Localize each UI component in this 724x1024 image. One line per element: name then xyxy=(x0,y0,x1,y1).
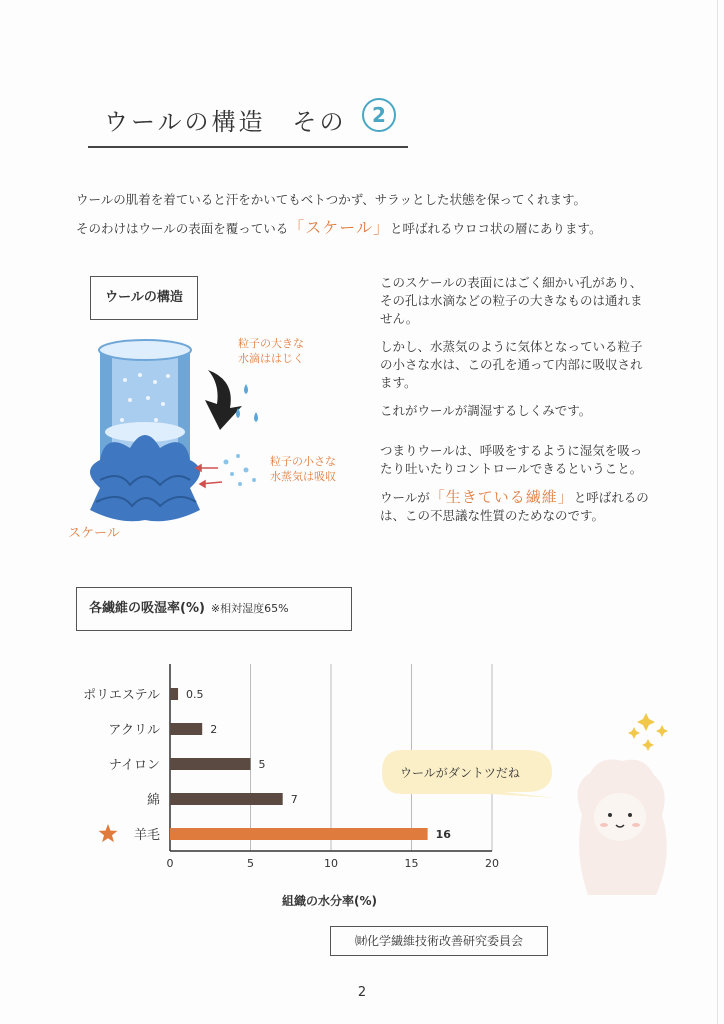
chart-value-label: 7 xyxy=(290,793,298,806)
label-small-particles xyxy=(270,454,336,484)
chart-bar xyxy=(170,828,428,840)
absorb-arrow-icons xyxy=(196,465,222,487)
page-title xyxy=(88,92,408,148)
chart-header xyxy=(76,587,352,631)
explanation-p2: しかし、水蒸気のように気体となっている粒子の小さな水は、この孔を通って内部に吸収されます。 xyxy=(380,339,643,390)
vapor-dots-icon xyxy=(224,454,257,486)
chart-tick-label: 15 xyxy=(404,857,419,870)
sheep-eye-right xyxy=(628,813,632,817)
chart-tick-label: 5 xyxy=(247,857,254,870)
explanation-p5-pre: ウールが xyxy=(380,490,430,505)
chart-tick-label: 0 xyxy=(166,857,174,870)
bubble-text: ウールがダントツだね xyxy=(400,766,520,780)
explanation-p4: つまりウールは、呼吸をするように湿気を吸ったり吐いたりコントロールできるということ。 xyxy=(380,443,643,476)
chart-bar xyxy=(170,688,178,700)
page-edge xyxy=(717,0,718,1024)
explanation-p3: これがウールが調湿するしくみです。 xyxy=(380,403,592,418)
chart-category-label: ナイロン xyxy=(108,758,160,773)
chart-category-label: 羊毛 xyxy=(133,828,160,843)
sheep-mascot-icon xyxy=(570,705,680,905)
chart-note: ※相対湿度65% xyxy=(210,602,289,615)
chart-bar xyxy=(170,758,251,770)
chart-title: 各繊維の吸湿率(%) xyxy=(89,601,205,616)
structure-box-label: ウールの構造 xyxy=(90,276,198,320)
explanation-p5-post: と呼ばれるのは、この不思議な性質のためなのです。 xyxy=(380,490,649,523)
intro-line-1: ウールの肌着を着ていると汗をかいてもベトつかず、サラッとした状態を保ってくれます。 xyxy=(76,192,587,207)
chart-bar xyxy=(170,793,283,805)
chart-category-label: ポリエステル xyxy=(83,688,160,703)
chart-bar xyxy=(170,723,202,735)
explanation-p5 xyxy=(380,488,650,525)
chart-value-label: 0.5 xyxy=(186,688,204,701)
label-scale: スケール xyxy=(68,526,120,541)
explanation-column xyxy=(380,274,650,535)
chart-value-label: 2 xyxy=(210,723,218,736)
chart-x-label: 組織の水分率(%) xyxy=(282,894,377,908)
explanation-p1: このスケールの表面にはごく細かい孔があり、その孔は水滴などの粒子の大きなものは通れません。 xyxy=(380,275,643,326)
living-fiber-accent: 「生きている繊維」 xyxy=(429,488,574,506)
chart-tick-label: 10 xyxy=(324,857,338,870)
water-drop-icons xyxy=(236,384,258,422)
chart-category-label: 綿 xyxy=(146,793,160,808)
wool-structure-illustration xyxy=(60,320,360,550)
source-credit: ㈶化学繊維技術改善研究委員会 xyxy=(330,926,548,956)
intro-line-2-post: と呼ばれるウロコ状の層にあります。 xyxy=(389,221,602,236)
label-small-particles-text: 粒子の小さな 水蒸気は吸収 xyxy=(270,455,336,483)
sheep-eye-left xyxy=(608,813,612,817)
page-number: 2 xyxy=(357,985,367,1000)
star-icon xyxy=(99,824,118,842)
title-number-badge: 2 xyxy=(362,98,396,132)
sheep-face xyxy=(594,793,646,841)
fiber-top xyxy=(99,340,191,360)
sheep-cheek-right xyxy=(632,823,640,827)
label-large-particles-text: 粒子の大きな 水滴ははじく xyxy=(238,337,304,365)
label-large-particles xyxy=(238,336,304,366)
sparkle-icons xyxy=(628,713,668,751)
chart-tick-label: 20 xyxy=(485,857,499,870)
chart-category-label: アクリル xyxy=(108,723,160,738)
chart-value-label: 5 xyxy=(258,758,266,771)
intro-text xyxy=(76,190,676,247)
title-text: ウールの構造 その xyxy=(104,108,347,136)
intro-line-2 xyxy=(76,218,676,239)
wool-fiber-diagram xyxy=(60,320,360,550)
chart-value-label: 16 xyxy=(435,828,451,841)
scale-accent: 「スケール」 xyxy=(288,218,390,237)
intro-line-2-pre: そのわけはウールの表面を覆っている xyxy=(76,221,289,236)
sheep-cheek-left xyxy=(600,823,608,827)
repel-arrow-icon xyxy=(205,370,242,430)
